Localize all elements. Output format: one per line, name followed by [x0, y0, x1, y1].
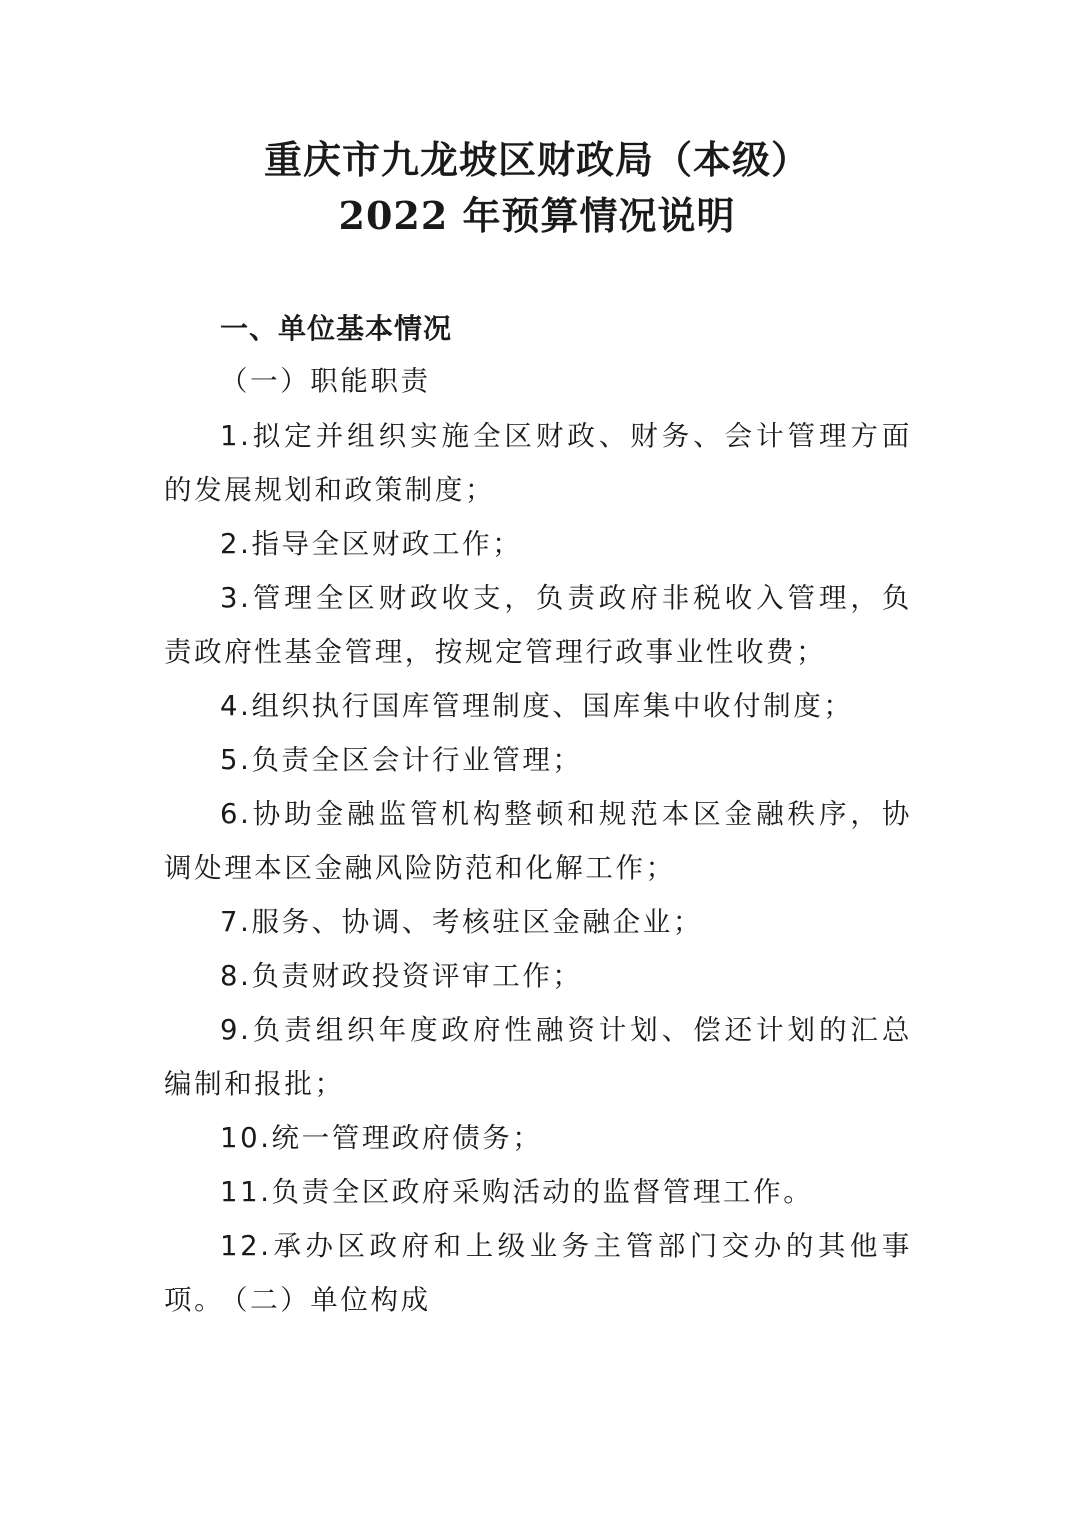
list-item — [164, 571, 912, 679]
list-item-text: 2.指导全区财政工作； — [220, 528, 523, 560]
list-item-text: 9.负责组织年度政府性融资计划、偿还计划的汇总编制和报批； — [164, 1014, 912, 1100]
list-item-text: 6.协助金融监管机构整顿和规范本区金融秩序，协调处理本区金融风险防范和化解工作； — [164, 798, 912, 884]
section-heading-basic-info: 一、单位基本情况 — [220, 312, 453, 345]
list-item-text: 7.服务、协调、考核驻区金融企业； — [220, 906, 703, 938]
list-item — [164, 409, 912, 517]
list-item-text: 11.负责全区政府采购活动的监督管理工作。 — [220, 1176, 814, 1208]
list-item — [164, 1165, 912, 1219]
list-item-text: 10.统一管理政府债务； — [220, 1122, 543, 1154]
document-title-line2: 2022 年预算情况说明 — [338, 193, 736, 238]
list-item-text: 1.拟定并组织实施全区财政、财务、会计管理方面的发展规划和政策制度； — [164, 420, 912, 506]
list-item — [164, 733, 912, 787]
list-item — [164, 895, 912, 949]
subsection-heading-composition: （二）单位构成 — [220, 1284, 431, 1316]
list-item-text: 4.组织执行国库管理制度、国库集中收付制度； — [220, 690, 854, 722]
list-item — [164, 1003, 912, 1111]
document-title-line1: 重庆市九龙坡区财政局（本级） — [263, 137, 810, 182]
list-item-text: 3.管理全区财政收支，负责政府非税收入管理，负责政府性基金管理，按规定管理行政事业性收费； — [164, 582, 912, 668]
subsection-heading-duties: （一）职能职责 — [220, 365, 431, 397]
list-item — [164, 787, 912, 895]
list-item-text: 12.承办区政府和上级业务主管部门交办的其他事项。 — [164, 1230, 912, 1316]
list-item — [164, 679, 912, 733]
list-item-text: 8.负责财政投资评审工作； — [220, 960, 583, 992]
list-item — [164, 1111, 912, 1165]
list-item-text: 5.负责全区会计行业管理； — [220, 744, 583, 776]
list-item — [164, 517, 912, 571]
list-item — [164, 949, 912, 1003]
